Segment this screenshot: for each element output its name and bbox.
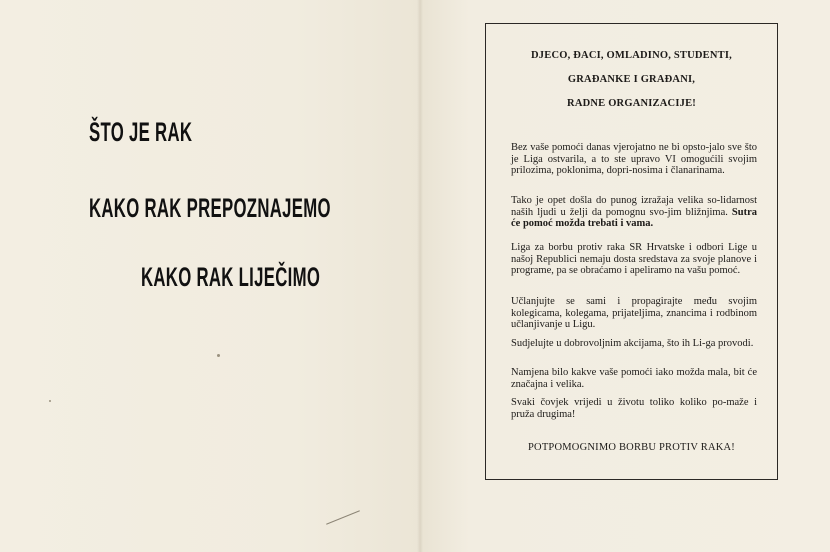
paragraph-appeal: Liga za borbu protiv raka SR Hrvatske i odbori Lige u našoj Republici nemaju dosta sredstava za svoje planove i programe, pa se obraćamo i apeliramo na vašu pomoć. xyxy=(511,242,757,277)
closing-slogan: POTPOMOGNIMO BORBU PROTIV RAKA! xyxy=(528,442,735,453)
heading-what-is-cancer: ŠTO JE RAK xyxy=(89,117,193,147)
paragraph-solidarity-emphasis: Sutra će pomoć možda trebati i vama. xyxy=(511,206,757,230)
paragraph-help-purpose: Namjena bilo kakve vaše pomoći iako možda mala, bit će značajna i velika. xyxy=(511,367,757,390)
appeal-heading-citizens: GRAĐANKE I GRAĐANI, xyxy=(567,74,696,85)
paper-speck xyxy=(217,354,220,357)
appeal-heading-youth: DJECO, ĐACI, OMLADINO, STUDENTI, xyxy=(531,50,732,61)
paragraph-solidarity-text: Tako je opet došla do punog izražaja velika so-lidarnost naših ljudi u želji da pomognu svo-jim bližnjima. xyxy=(511,195,757,218)
appeal-box xyxy=(485,23,778,480)
paragraph-human-worth: Svaki čovjek vrijedi u životu toliko koliko po-maže i pruža drugima! xyxy=(511,397,757,420)
paper-speck xyxy=(49,400,51,402)
heading-how-to-treat-cancer: KAKO RAK LIJEČIMO xyxy=(141,262,321,292)
heading-how-to-recognize-cancer: KAKO RAK PREPOZNAJEMO xyxy=(89,193,331,223)
paragraph-solidarity xyxy=(511,195,757,230)
paragraph-volunteer: Sudjelujte u dobrovoljnim akcijama, što ih Li-ga provodi. xyxy=(511,338,754,349)
appeal-heading-organizations: RADNE ORGANIZACIJE! xyxy=(567,98,696,109)
page-fold xyxy=(417,0,423,552)
paragraph-membership: Učlanjujte se sami i propagirajte među svojim kolegicama, kolegama, prijateljima, znancima i rodbinom učlanjivanje u Ligu. xyxy=(511,296,757,331)
paragraph-gratitude: Bez vaše pomoći danas vjerojatno ne bi opsto-jalo sve što je Liga ostvarila, a to ste upravo VI omogućili svojim prilozima, poklonima, dopri-nosima i članarinama. xyxy=(511,142,757,177)
pen-mark xyxy=(326,510,360,524)
